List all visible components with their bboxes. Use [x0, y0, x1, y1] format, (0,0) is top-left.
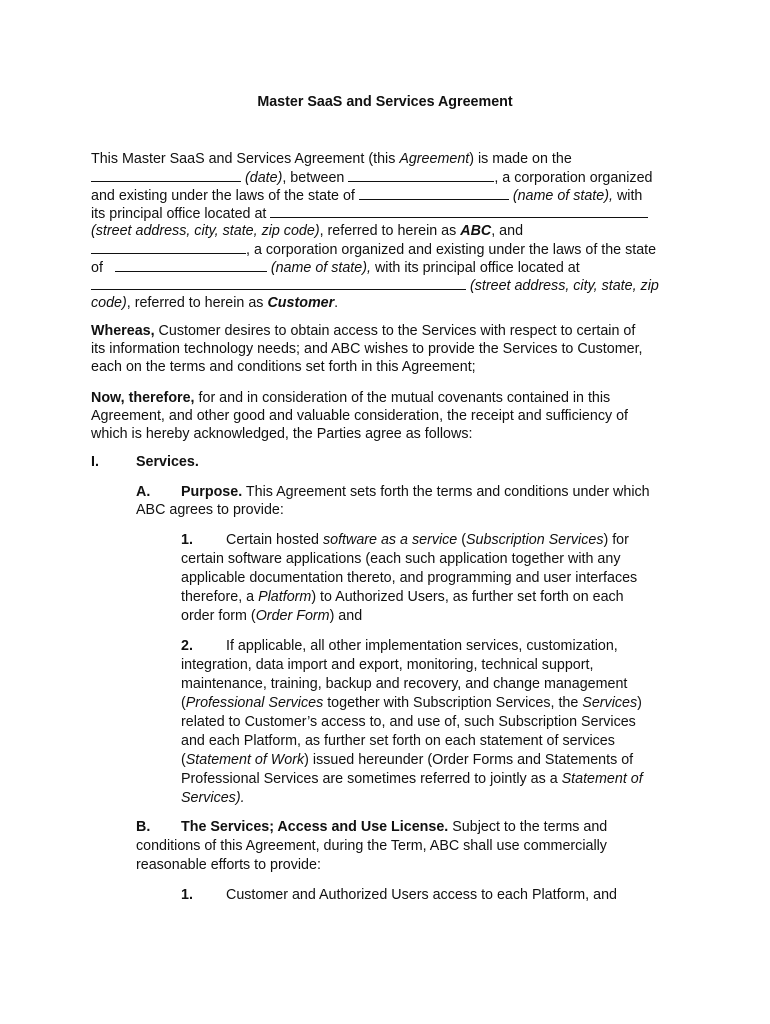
intro-line: and existing under the laws of the state of (name of state), with: [91, 188, 643, 204]
clause-label: B.: [136, 819, 151, 835]
date-blank: [91, 168, 241, 182]
intro-line: This Master SaaS and Services Agreement (this Agreement) is made on the: [91, 151, 572, 167]
intro-line: (street address, city, state, zip code), referred to herein as ABC, and: [91, 223, 524, 239]
clause-label: 1.: [181, 532, 193, 548]
clause-label: 1.: [181, 887, 193, 903]
document-title: Master SaaS and Services Agreement: [257, 94, 513, 110]
intro-line: (date), between , a corporation organized: [91, 168, 681, 187]
state-blank: [359, 186, 509, 200]
section-title: Services.: [136, 454, 199, 470]
address-blank: [270, 204, 648, 218]
section-number: I.: [91, 454, 99, 470]
intro-line: , a corporation organized and existing under the laws of the state: [91, 240, 681, 259]
document-page: Master SaaS and Services Agreement This Master SaaS and Services Agreement (this Agreement) is made on the (date), between , a corporation organized and existing under the laws of the state of (name of state), with its principal office located at (street address, city, state, zip code), referred to herein as ABC, and , a corporation organized and existing under the laws of the state of (name of state), with its principal office located at (street address, city, state, zip code), referred to herein as Customer. Whereas, Customer desires to obtain access to the Services with respect to certain of its information technology needs; and ABC wishes to provide the Services to Customer, each on the terms and conditions set forth in this Agreement; Now, therefore, for and in consideration of the mutual covenants contained in this Agreement, and other good and valuable consideration, the receipt and sufficiency of which is hereby acknowledged, the Parties agree as follows: I. Services. A. Purpose. This Agreement sets forth the terms and conditions under which ABC agrees to provide: 1. Certain hosted software as a service (Subscription Services) for certain software applications (each such application together with any applicable documentation thereto, and programming and user interfaces therefore, a Platform) to Authorized Users, as further set forth on each order form (Order Form) and 2. If applicable, all other implementation services, customization, integration, data import and export, monitoring, technical support, maintenance, training, backup and recovery, and change management (Professional Services together with Subscription Services, the Services) related to Customer’s access to, and use of, such Subscription Services and each Platform, as further set forth on each statement of services (Statement of Work) issued hereunder (Order Forms and Statements of Professional Services are sometimes referred to jointly as a Statement of Services). B. The Services; Access and Use License. Subject to the terms and conditions of this Agreement, during the Term, ABC shall use commercially reasonable efforts to provide: 1. Customer and Authorized Users access to each Platform, and: [0, 0, 770, 1024]
intro-line: of (name of state), with its principal office located at: [91, 260, 580, 276]
address2-blank: [91, 276, 466, 290]
intro-line: its principal office located at: [91, 204, 681, 223]
party2-blank: [91, 240, 246, 254]
intro-line: code), referred to herein as Customer.: [91, 295, 339, 311]
party-blank: [348, 168, 494, 182]
intro-line: (street address, city, state, zip: [91, 276, 681, 295]
state2-blank: [115, 258, 267, 272]
clause-label: A.: [136, 484, 151, 500]
clause-label: 2.: [181, 638, 193, 654]
